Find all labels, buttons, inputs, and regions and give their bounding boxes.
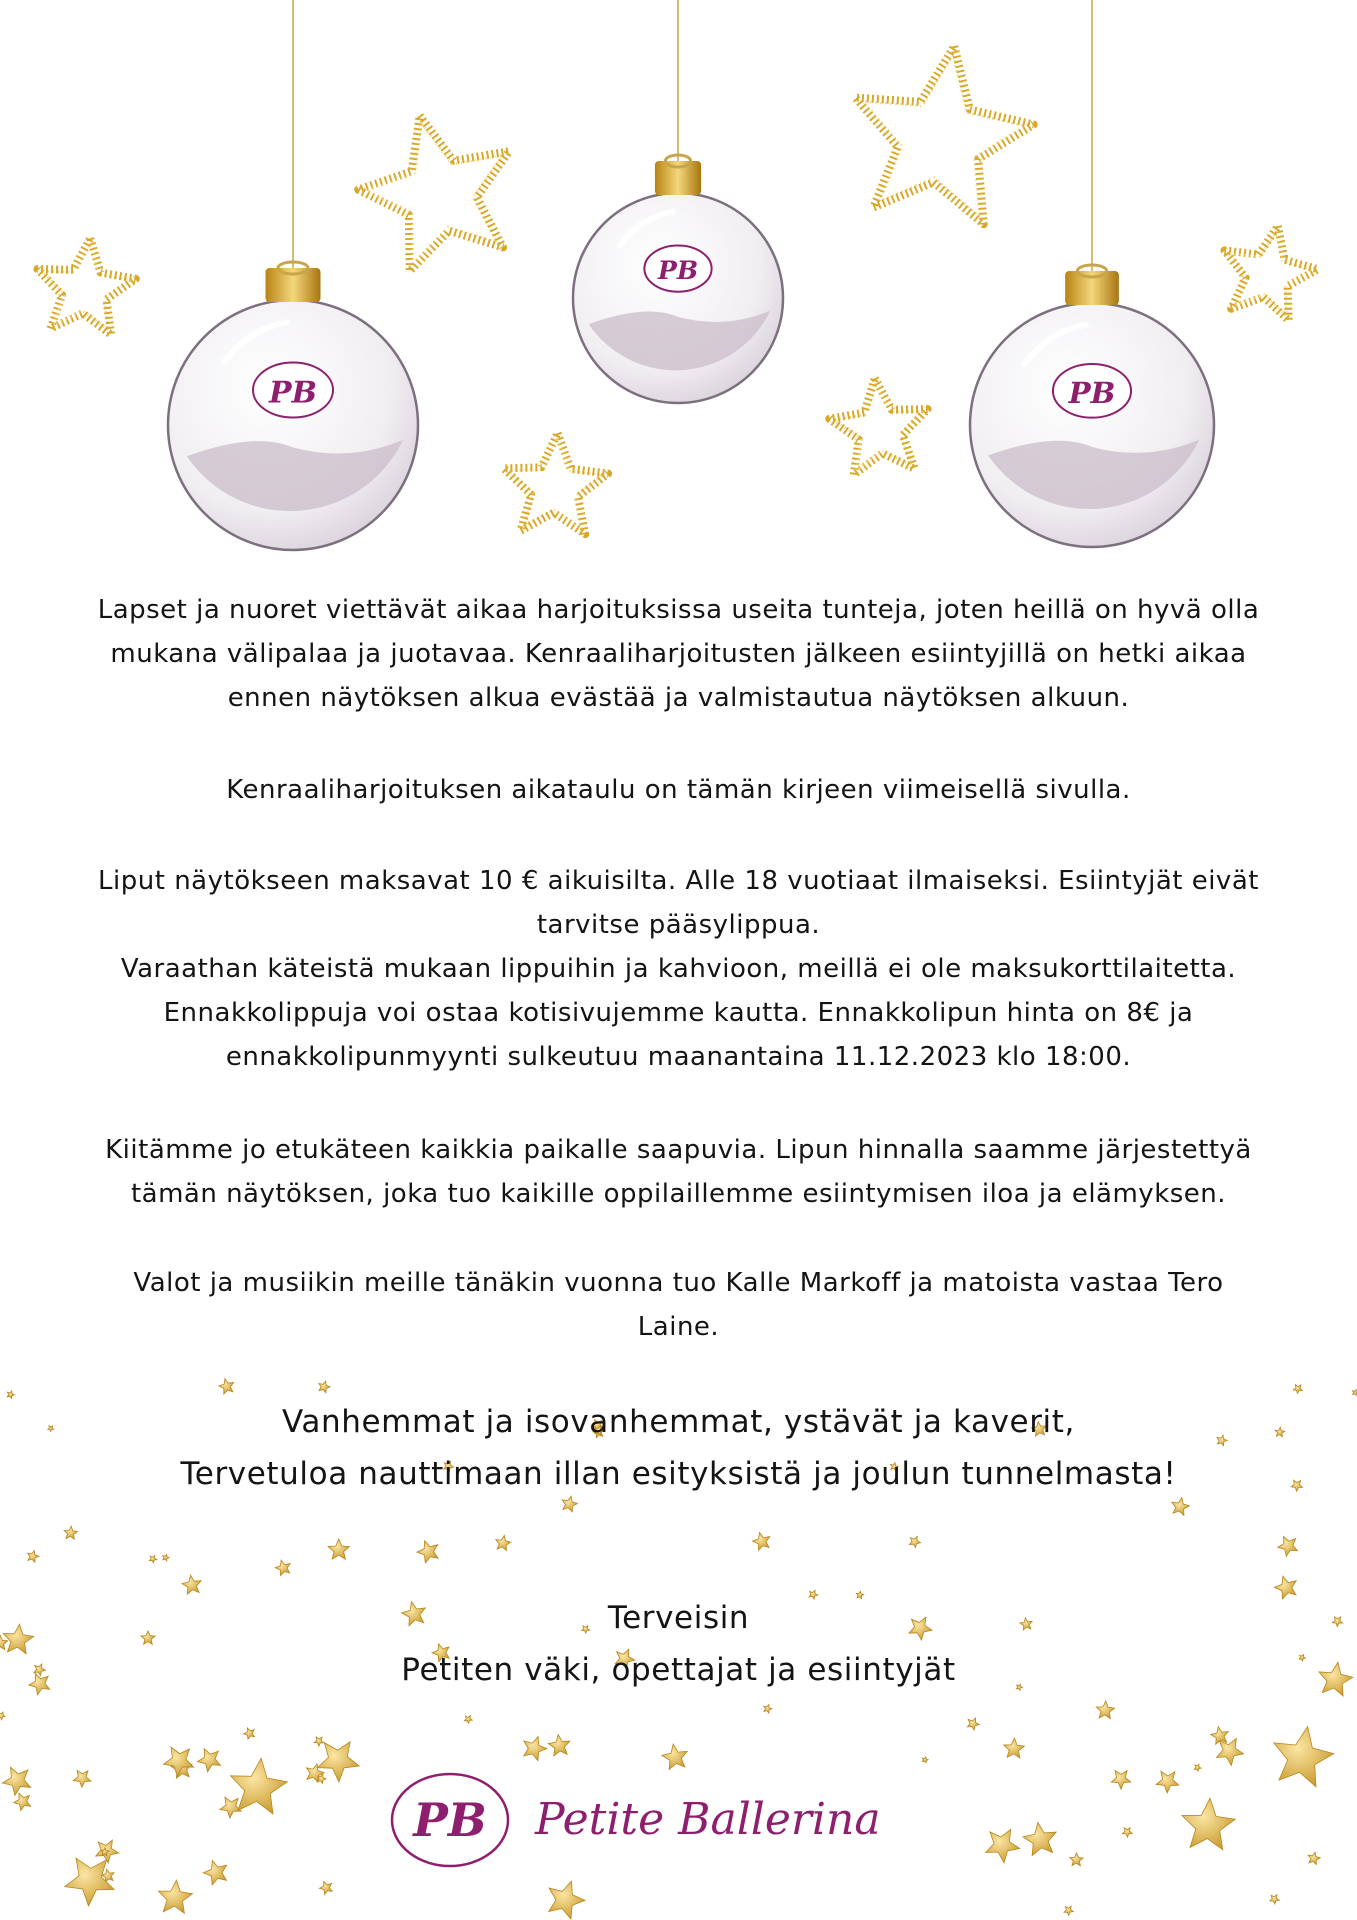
gold-star-icon xyxy=(203,1861,226,1886)
gold-star-icon xyxy=(1293,1385,1302,1394)
gold-star-icon xyxy=(244,1728,255,1739)
gold-star-icon xyxy=(496,1535,511,1550)
signoff-line: Petiten väki, opettajat ja esiintyjät xyxy=(401,1652,956,1688)
gold-star-icon xyxy=(163,1554,169,1561)
gold-star-icon xyxy=(2,1767,30,1795)
signoff xyxy=(40,1592,1317,1696)
paragraph-tickets xyxy=(40,859,1317,1079)
ornament-ball-icon xyxy=(168,0,418,550)
ornaments xyxy=(168,0,1214,550)
gold-star-icon xyxy=(328,1539,349,1559)
text-line: Valot ja musiikin meille tänäkin vuonna tuo Kalle Markoff ja matoista vastaa Tero xyxy=(133,1268,1224,1298)
ornament-logo: PB xyxy=(1068,376,1116,411)
gold-star-icon xyxy=(158,1880,192,1913)
gold-star-icon xyxy=(319,1881,332,1894)
gold-star-icon xyxy=(464,1716,472,1724)
gold-star-icon xyxy=(549,1881,585,1919)
gold-star-icon xyxy=(197,1749,220,1772)
text-line: Laine. xyxy=(637,1312,720,1342)
gold-star-icon xyxy=(753,1533,770,1551)
ornament-logo: PB xyxy=(657,255,699,286)
gold-star-icon xyxy=(1004,1738,1025,1758)
brand-monogram: PB xyxy=(413,1793,487,1847)
text-line: Kiitämme jo etukäteen kaikkia paikalle saapuvia. Lipun hinnalla saamme järjestettyä xyxy=(105,1135,1252,1165)
gold-star-icon xyxy=(65,1858,114,1906)
gold-star-icon xyxy=(28,1551,39,1563)
gold-star-icon xyxy=(317,1742,359,1782)
text-line: Ennakkolippuja voi ostaa kotisivujemme kautta. Ennakkolipun hinta on 8€ ja xyxy=(163,998,1194,1028)
greeting-line: Tervetuloa nauttimaan illan esityksistä ja joulun tunnelmasta! xyxy=(180,1456,1177,1492)
gold-star-icon xyxy=(1096,1701,1114,1719)
gold-star-icon xyxy=(149,1556,156,1563)
gold-star-icon xyxy=(967,1718,979,1730)
gold-star-icon xyxy=(1070,1853,1084,1866)
gold-star-icon xyxy=(314,1737,324,1746)
gold-star-icon xyxy=(1156,1771,1179,1793)
signoff-line: Terveisin xyxy=(607,1600,750,1636)
gold-star-icon xyxy=(73,1770,91,1787)
paragraph-schedule xyxy=(40,768,1317,812)
text-line: tarvitse pääsylippua. xyxy=(536,910,821,940)
glitter-star-icon xyxy=(1225,226,1318,321)
brand-name: Petite Ballerina xyxy=(535,1794,881,1845)
ornament-ball-icon xyxy=(573,0,783,403)
gold-star-icon xyxy=(163,1747,193,1777)
gold-star-icon xyxy=(1194,1764,1201,1771)
greeting-line: Vanhemmat ja isovanhemmat, ystävät ja kaverit, xyxy=(282,1404,1075,1440)
gold-star-icon xyxy=(1353,1390,1357,1396)
text-line: Lapset ja nuoret viettävät aikaa harjoituksissa useita tunteja, joten heillä on hyvä olla xyxy=(97,595,1260,625)
gold-star-icon xyxy=(1172,1498,1190,1516)
gold-star-icon xyxy=(548,1735,570,1756)
glitter-star-icon xyxy=(504,433,608,534)
gold-star-icon xyxy=(764,1705,772,1714)
gold-star-icon xyxy=(7,1391,14,1399)
glitter-star-icon xyxy=(358,116,509,272)
text-line: Kenraaliharjoituksen aikataulu on tämän kirjeen viimeisellä sivulla. xyxy=(226,775,1131,805)
text-line: tämän näytöksen, joka tuo kaikille oppilaillemme esiintymisen iloa ja elämyksen. xyxy=(130,1179,1227,1209)
gold-star-icon xyxy=(1274,1727,1334,1787)
text-line: Liput näytökseen maksavat 10 € aikuisilta. Alle 18 vuotiaat ilmaiseksi. Esiintyjät eivät xyxy=(98,866,1259,896)
gold-star-icon xyxy=(220,1797,241,1818)
gold-star-icon xyxy=(524,1737,547,1761)
gold-star-icon xyxy=(1308,1852,1320,1864)
text-line: Varaathan käteistä mukaan lippuihin ja kahvioon, meillä ei ole maksukorttilaitetta. xyxy=(120,954,1237,984)
text-line: mukana välipalaa ja juotavaa. Kenraaliharjoitusten jälkeen esiintyjillä on hetki aikaa xyxy=(110,639,1247,669)
gold-star-icon xyxy=(219,1379,234,1394)
gold-star-icon xyxy=(14,1793,31,1810)
gold-star-icon xyxy=(1216,1738,1243,1765)
gold-star-icon xyxy=(909,1537,920,1548)
text-line: ennen näytöksen alkua evästää ja valmistautua näytöksen alkuun. xyxy=(227,683,1130,713)
gold-star-icon xyxy=(275,1560,290,1575)
gold-star-icon xyxy=(1319,1662,1353,1696)
glitter-star-icon xyxy=(37,238,135,335)
gold-star-icon xyxy=(417,1541,438,1563)
glitter-star-icon xyxy=(855,46,1034,224)
gold-star-icon xyxy=(64,1526,77,1539)
gold-star-icon xyxy=(1122,1828,1132,1838)
gold-star-icon xyxy=(1111,1771,1131,1790)
gold-star-icon xyxy=(986,1829,1020,1863)
gold-star-icon xyxy=(662,1744,687,1769)
ornament-ball-icon xyxy=(970,0,1214,547)
glitter-star-icon xyxy=(829,378,927,475)
gold-star-icon xyxy=(922,1757,928,1763)
gold-star-icon xyxy=(1332,1617,1342,1627)
gold-star-icon xyxy=(1182,1798,1235,1850)
gold-star-icon xyxy=(1064,1906,1073,1915)
gold-star-icon xyxy=(3,1624,33,1654)
gold-star-icon xyxy=(319,1381,330,1393)
ornament-logo: PB xyxy=(269,375,317,411)
paragraph-credits xyxy=(40,1261,1317,1349)
gold-star-icon xyxy=(0,1712,5,1720)
paragraph-snacks xyxy=(40,588,1317,720)
gold-star-icon xyxy=(1278,1536,1298,1556)
gold-star-icon xyxy=(1023,1822,1056,1855)
gold-star-icon xyxy=(1270,1895,1280,1904)
brand-logo xyxy=(390,1770,990,1870)
text-line: ennakkolipunmyynti sulkeutuu maanantaina 11.12.2023 klo 18:00. xyxy=(225,1042,1132,1072)
paragraph-thanks xyxy=(40,1128,1317,1216)
greeting xyxy=(40,1396,1317,1500)
gold-star-icon xyxy=(231,1758,288,1814)
